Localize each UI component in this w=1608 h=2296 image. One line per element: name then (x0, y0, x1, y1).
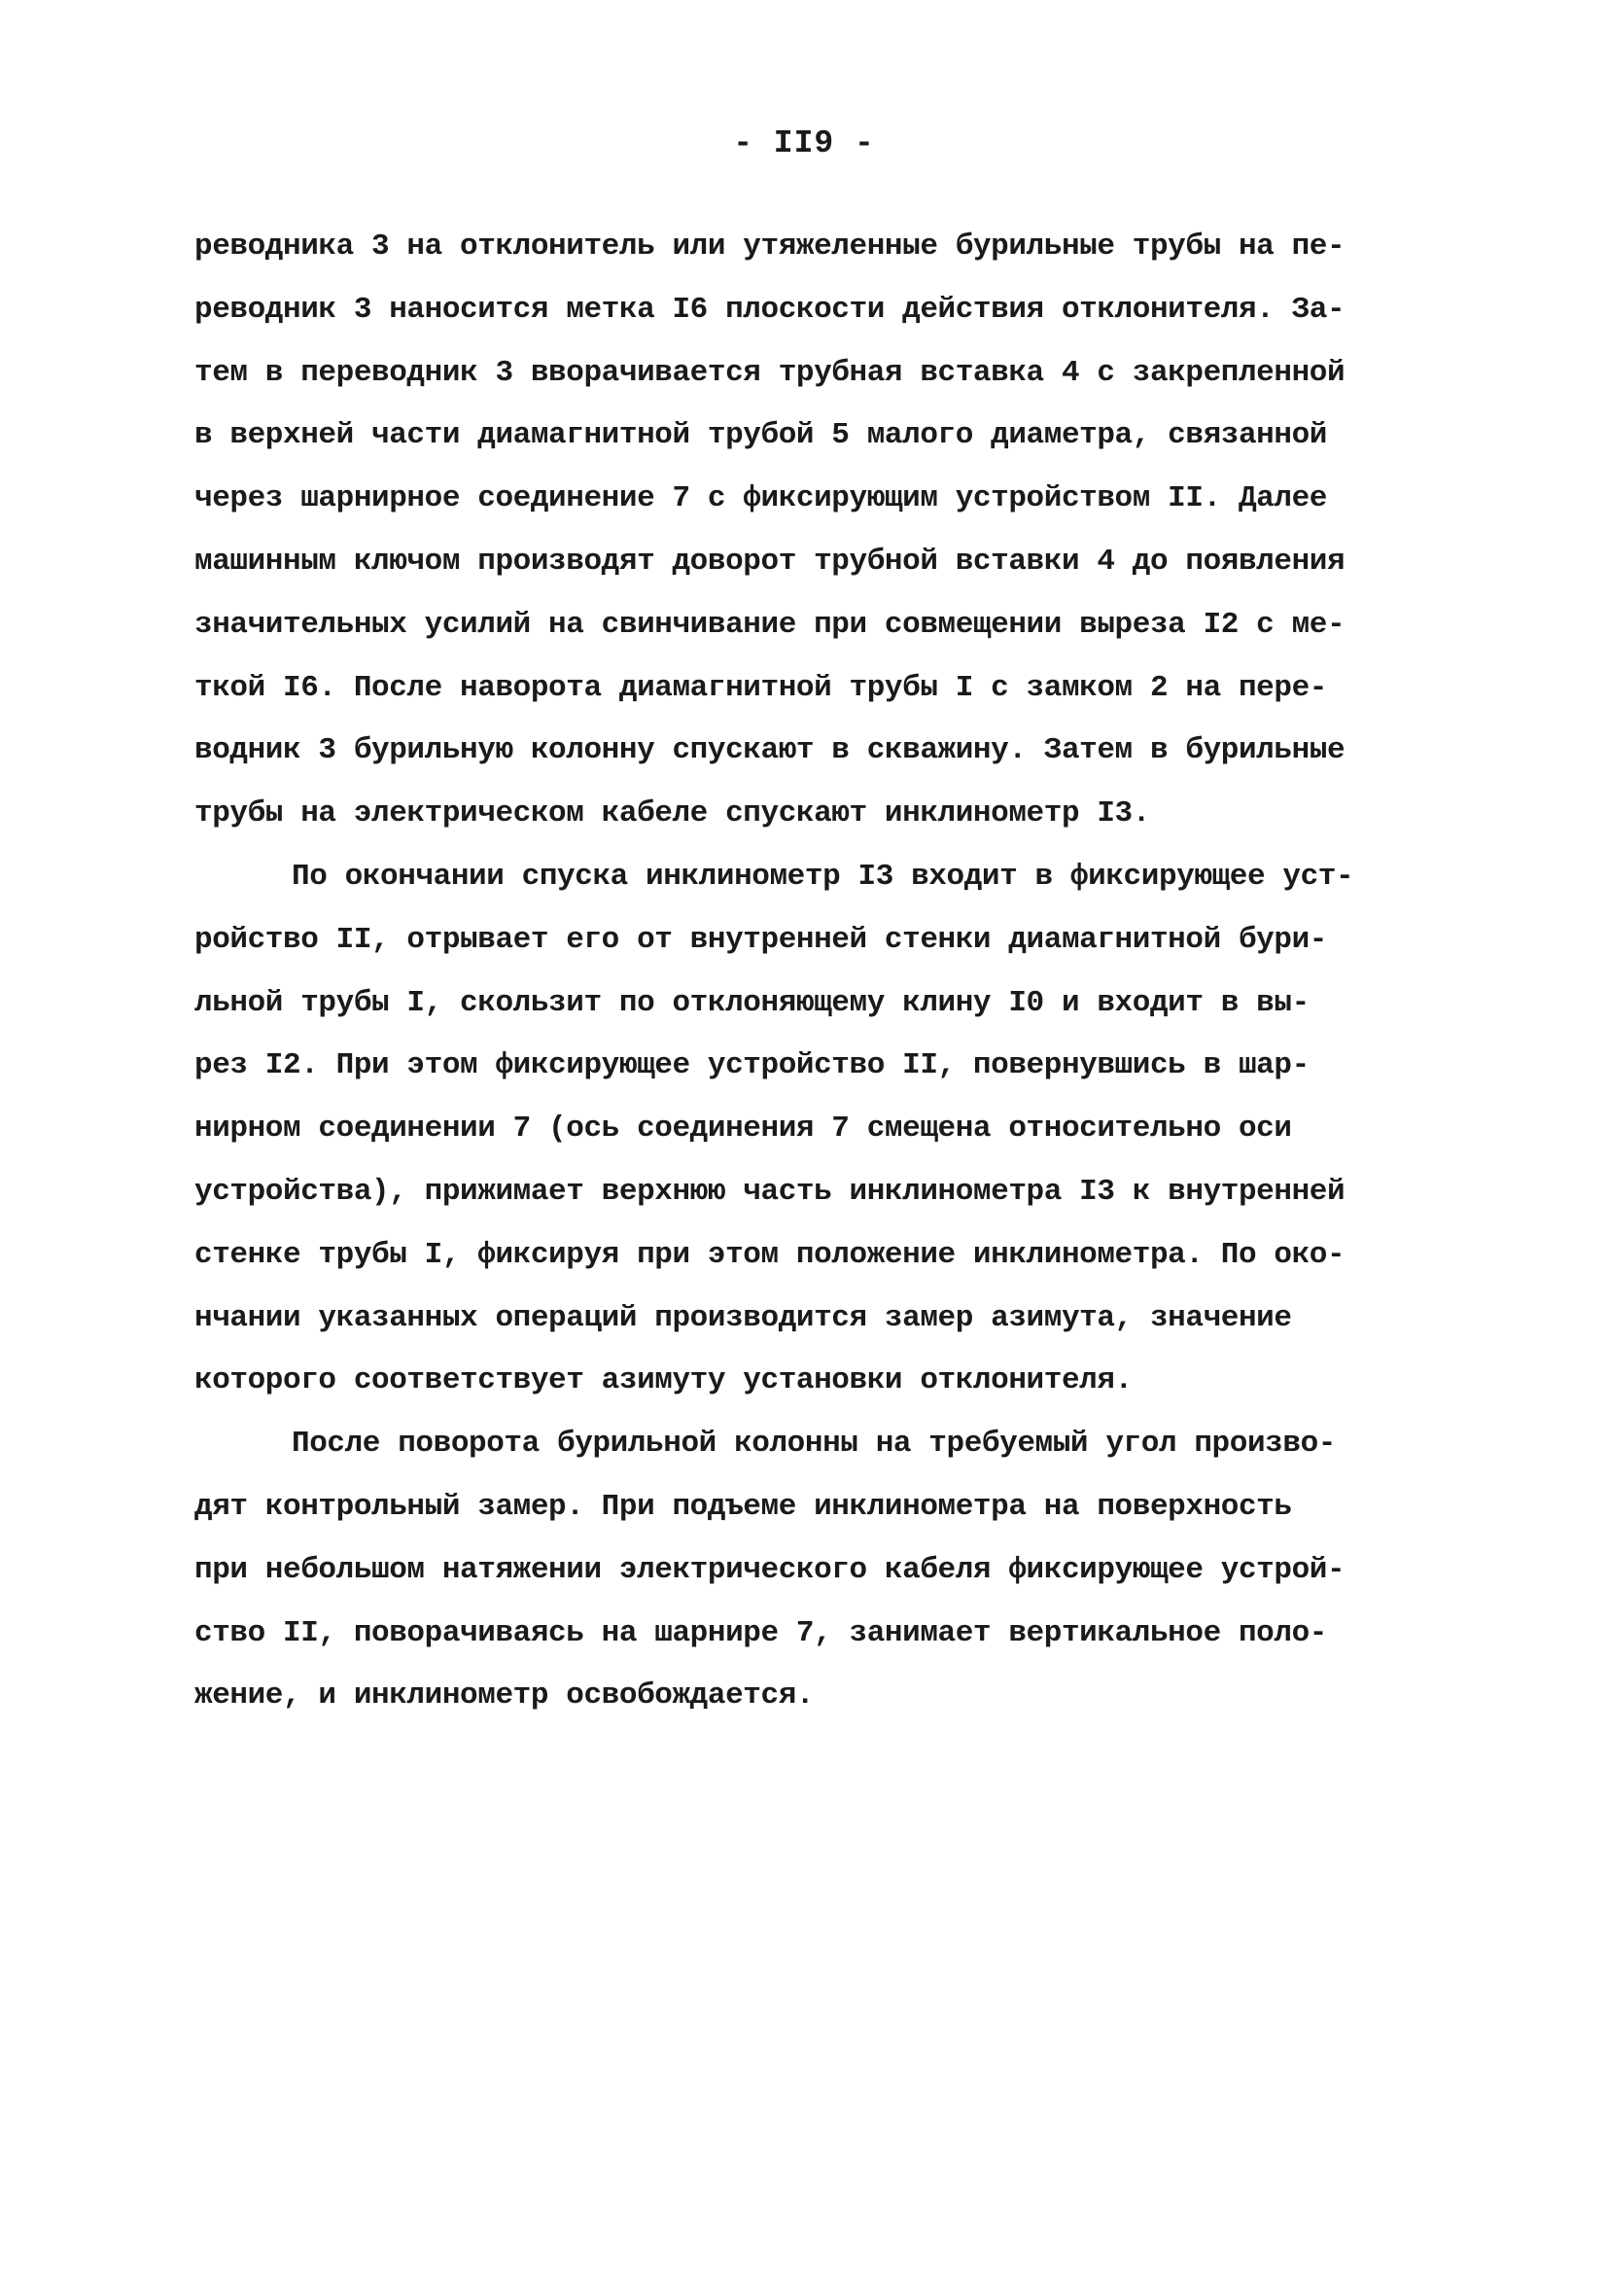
text-line: рез I2. При этом фиксирующее устройство II, повернувшись в шар- (194, 1048, 1310, 1083)
text-line: при небольшом натяжении электрического кабеля фиксирующее устрой- (194, 1552, 1346, 1587)
text-line: льной трубы I, скользит по отклоняющему клину I0 и входит в вы- (194, 985, 1310, 1020)
text-line: По окончании спуска инклинометр I3 входит в фиксирующее уст- (292, 859, 1354, 894)
text-line: водник 3 бурильную колонну спускают в скважину. Затем в бурильные (194, 733, 1346, 768)
paragraph-2 (194, 846, 1419, 1413)
text-line: устройства), прижимает верхнюю часть инклинометра I3 к внутренней (194, 1174, 1346, 1209)
text-line: трубы на электрическом кабеле спускают инклинометр I3. (194, 796, 1150, 831)
text-line: нирном соединении 7 (ось соединения 7 смещена относительно оси (194, 1112, 1292, 1147)
text-line: ройство II, отрывает его от внутренней стенки диамагнитной бури- (194, 922, 1327, 957)
page-number: - II9 - (733, 125, 875, 161)
text-line: реводника 3 на отклонитель или утяжеленные бурильные трубы на пе- (194, 230, 1346, 264)
paragraph-3 (194, 1413, 1419, 1728)
text-line: После поворота бурильной колонны на требуемый угол произво- (292, 1427, 1336, 1462)
text-line: реводник 3 наносится метка I6 плоскости действия отклонителя. За- (194, 292, 1346, 327)
text-line: ство II, поворачиваясь на шарнире 7, занимает вертикальное поло- (194, 1615, 1327, 1650)
text-line: дят контрольный замер. При подъеме инклинометра на поверхность (194, 1489, 1292, 1524)
text-line: тем в переводник 3 вворачивается трубная вставка 4 с закрепленной (194, 355, 1346, 390)
text-line: в верхней части диамагнитной трубой 5 малого диаметра, связанной (194, 418, 1327, 453)
text-line: жение, и инклинометр освобождается. (194, 1678, 815, 1713)
text-line: которого соответствует азимуту установки отклонителя. (194, 1363, 1133, 1398)
text-line: машинным ключом производят доворот трубной вставки 4 до появления (194, 544, 1346, 579)
paragraph-1 (194, 216, 1419, 846)
text-line: нчании указанных операций производится замер азимута, значение (194, 1300, 1292, 1335)
text-line: значительных усилий на свинчивание при совмещении выреза I2 с ме- (194, 607, 1346, 642)
text-line: через шарнирное соединение 7 с фиксирующим устройством II. Далее (194, 481, 1327, 516)
body-text (194, 216, 1419, 1728)
text-line: ткой I6. После наворота диамагнитной трубы I с замком 2 на пере- (194, 670, 1327, 705)
text-line: стенке трубы I, фиксируя при этом положение инклинометра. По око- (194, 1237, 1346, 1272)
